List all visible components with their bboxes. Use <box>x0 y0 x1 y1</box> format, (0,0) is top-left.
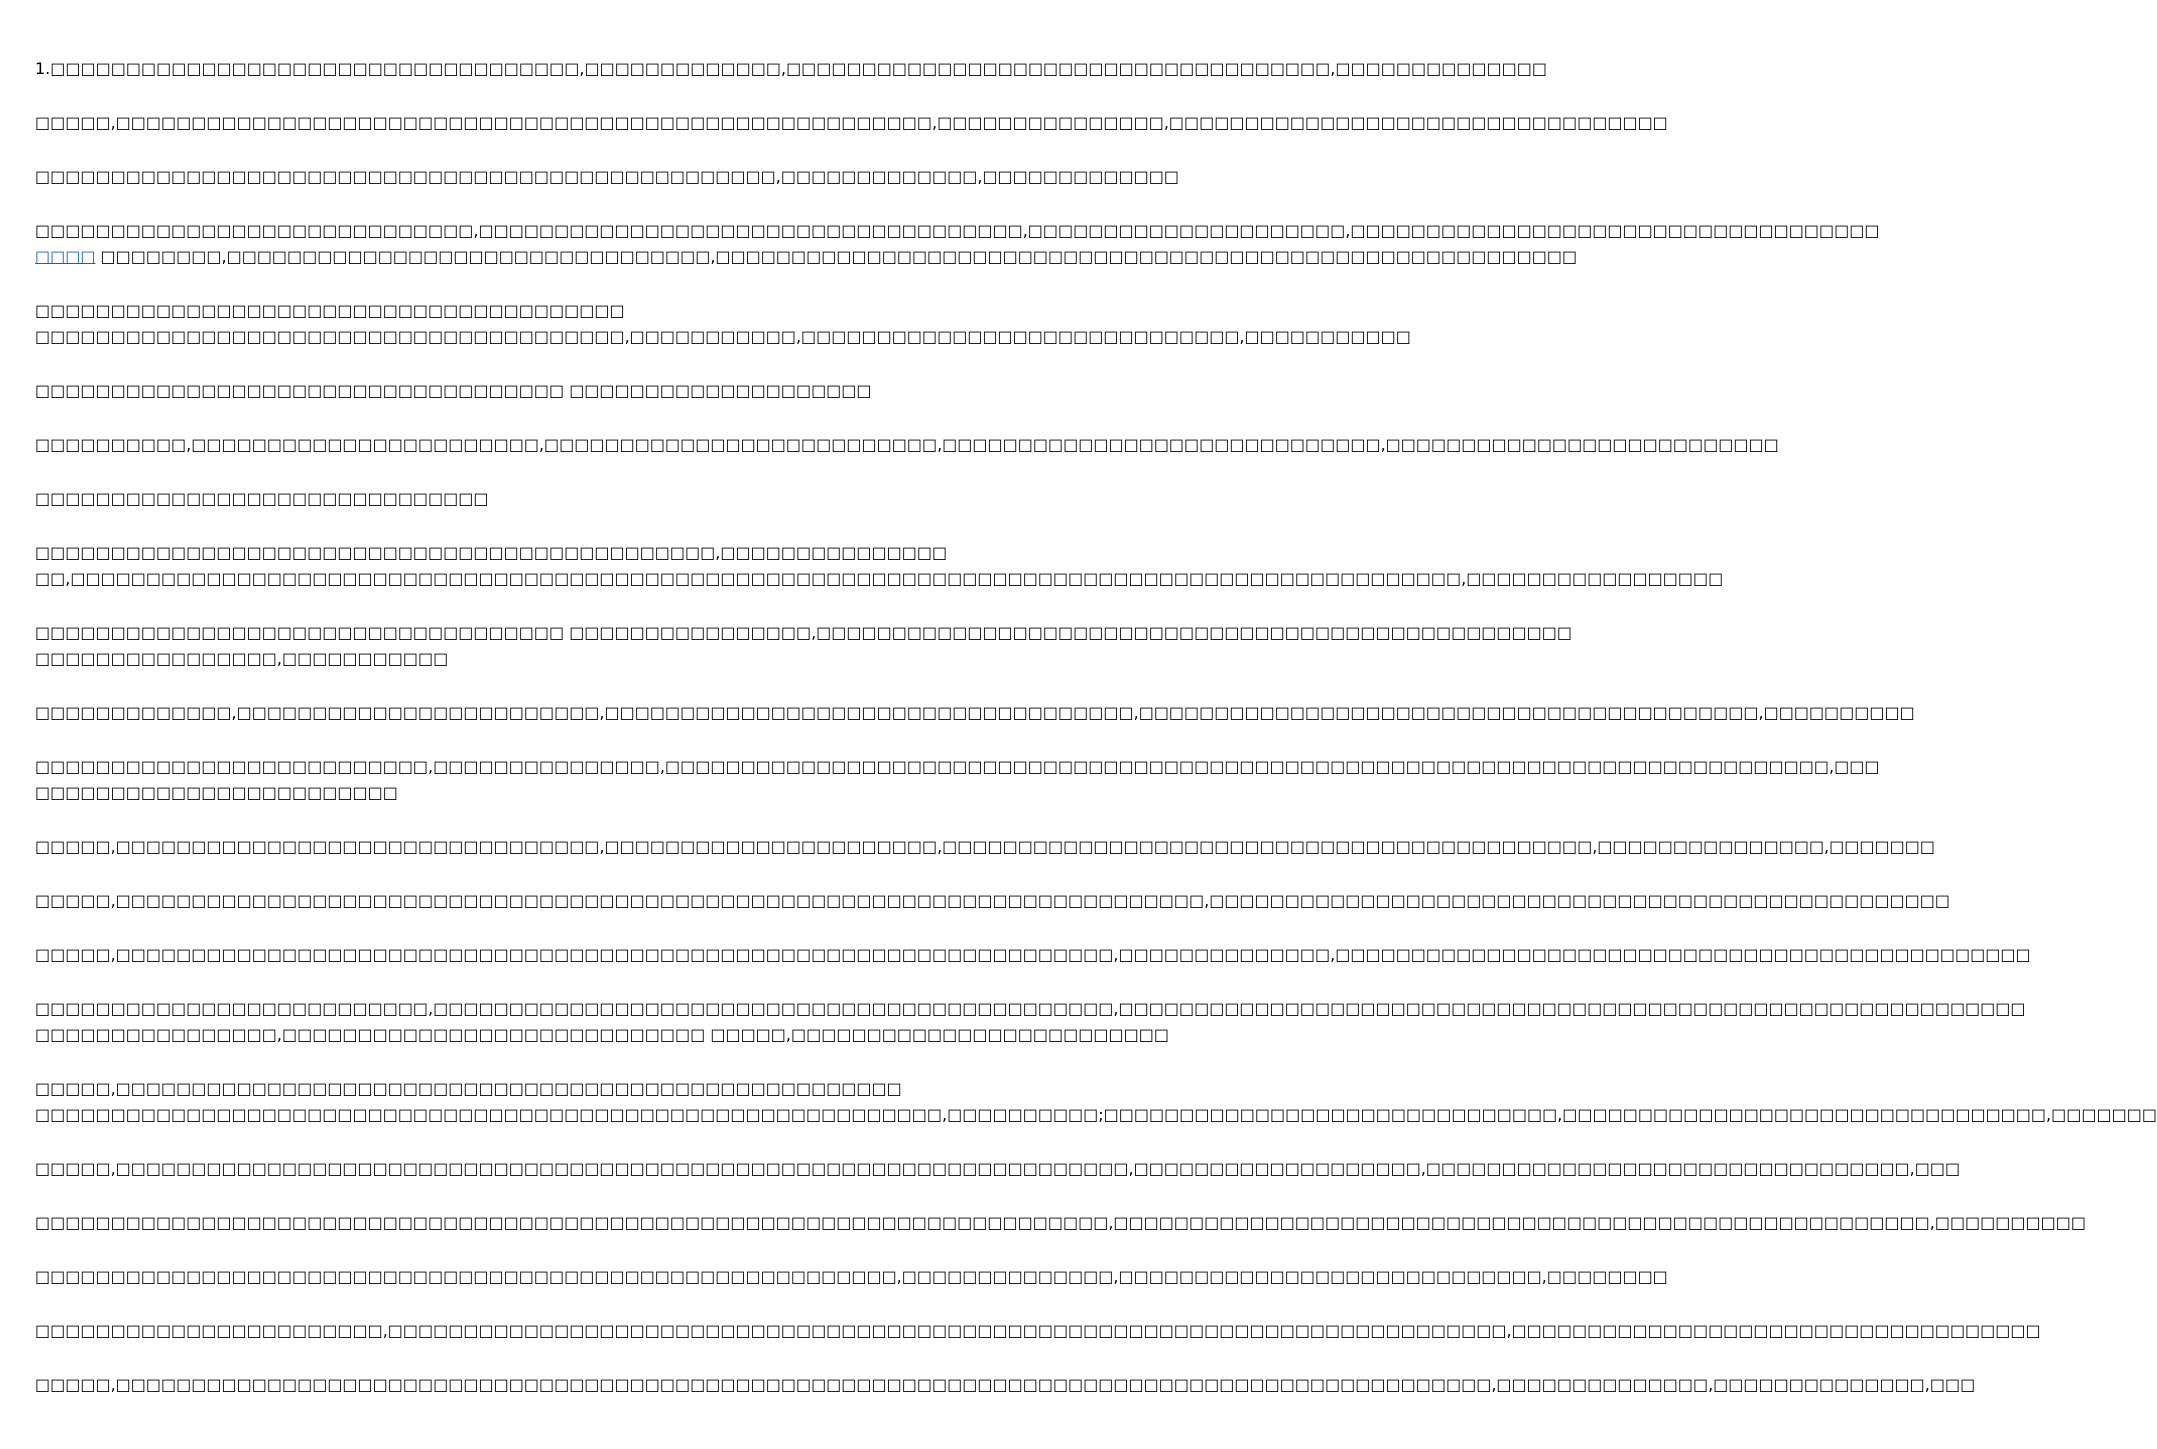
text-line: 1.□□□□□□□□□□□□□□□□□□□□□□□□□□□□□□□□□□□,□□□□□□□□□□□□□,□□□□□□□□□□□□□□□□□□□□□□□□□□□□□□□□□□□□,□□□□□□□□□□□□□□ <box>35 59 1548 78</box>
document-body <box>35 56 2157 1426</box>
text-line: □□□□□,□□□□□□□□□□□□□□□□□□□□□□□□□□□□□□□□□□□□□□□□□□□□□□□□□□□□□□□□□□□□□□□□□□□,□□□□□□□□□□□□□□□□□□□,□□□□□□□□□□□□□□□□□□□□□□□□□□□□□□□□,□□□ <box>35 1159 1961 1178</box>
text-line: □□□□□,□□□□□□□□□□□□□□□□□□□□□□□□□□□□□□□□,□□□□□□□□□□□□□□□□□□□□□□,□□□□□□□□□□□□□□□□□□□□□□□□□□□□□□□□□□□□□□□□□□□,□□□□□□□□□□□□□□□,□□□□□□□ <box>35 837 1935 856</box>
paragraph <box>35 942 2031 968</box>
paragraph <box>35 164 1179 190</box>
text-line: □□□□□□□□□□□□□□□□,□□□□□□□□□□□□□□□□□□□□□□□□□□□□ □□□□□,□□□□□□□□□□□□□□□□□□□□□□□□□ <box>35 1025 1169 1044</box>
paragraph <box>35 56 1548 82</box>
text-line: □□□□□□□□□□□□□□□□□□□□□□□,□□□□□□□□□□□□□□□□□□□□□□□□□□□□□□□□□□□□□□□□□□□□□□□□□□□□□□□□□□□□□□□□□□□□□□□□□□,□□□□□□□□□□□□□□□□□□□□□□□□□□□□□□□□□□□ <box>35 1321 2041 1340</box>
text-line-with-link <box>35 244 1578 270</box>
inline-link[interactable]: □□□□ <box>35 247 96 266</box>
text-line: □□□□□□□□□□□□□□□□□□□□□□□□□□□□□□□□□□□□□□□□□□□□□□□□□,□□□□□□□□□□□□□,□□□□□□□□□□□□□ <box>35 167 1179 186</box>
paragraph <box>35 298 1411 350</box>
paragraph <box>35 754 1880 806</box>
text-line: □□□□□□□□□□□□□,□□□□□□□□□□□□□□□□□□□□□□□□,□□□□□□□□□□□□□□□□□□□□□□□□□□□□□□□□□□□,□□□□□□□□□□□□□□□□□□□□□□□□□□□□□□□□□□□□□□□□□,□□□□□□□□□□ <box>35 703 1915 722</box>
text-line: □□□□□□□□□□□□□□□□□□□□□□□□□□□□□□ <box>35 489 489 508</box>
paragraph <box>35 1156 1961 1182</box>
paragraph <box>35 432 1779 458</box>
text-line: □□□□□□□□□□□□□□□□□□□□□□□□□□,□□□□□□□□□□□□□□□□□□□□□□□□□□□□□□□□□□□□□□□□□□□□□,□□□□□□□□□□□□□□□□□□□□□□□□□□□□□□□□□□□□□□□□□□□□□□□□□□□□□□□□□□□□ <box>35 999 2026 1018</box>
paragraph <box>35 218 1880 270</box>
text-line: □□□□□,□□□□□□□□□□□□□□□□□□□□□□□□□□□□□□□□□□□□□□□□□□□□□□□□□□□□□□□□□□□□□□□□□□□□□□□□,□□□□□□□□□□□□□□□□□□□□□□□□□□□□□□□□□□□□□□□□□□□□□□□□□ <box>35 891 1950 910</box>
paragraph <box>35 834 1935 860</box>
text-line: □□□□□□□□□□□□□□□□□□□□□□□□□□□□□□□□□□□□□□□□□□□□□□□□□□□□□□□□□□□□□□□□□□□□□□□,□□□□□□□□□□□□□□□□□□□□□□□□□□□□□□□□□□□□□□□□□□□□□□□□□□□□□□,□□□□□□□□□□ <box>35 1213 2086 1232</box>
paragraph <box>35 378 989 404</box>
paragraph <box>35 996 2026 1048</box>
text-line: □□□□□□□□□□□□□□□□□□□□□□□□□□□□□□□□□□□ □□□□□□□□□□□□□□□□,□□□□□□□□□□□□□□□□□□□□□□□□□□□□□□□□□□□□□□□□□□□□□□□□□□ <box>35 623 1573 642</box>
text-line: □□□□□□□□□□□□□□□□□□□□□□□□□□□□□□□□□□□□□□□□□□□□□,□□□□□□□□□□□□□□□ <box>35 543 948 562</box>
text-line: □□□□□□□□□□□□□□□□□□□□□□□□□□□□□□□□□□□ □□□□□□□□□□□□□□□□□□□□ <box>35 381 872 400</box>
text-line: □□□□□□□□□□□□□□□□□□□□□□□□□□□□□□□□□□□□□□□□□□□□□□□□□□□□□□□□□□□□,□□□□□□□□□□;□□□□□□□□□□□□□□□□□□□□□□□□□□□□□□,□□□□□□□□□□□□□□□□□□□□□□□□□□□□□□□□,□□□□□□□ <box>35 1105 2157 1124</box>
text-line: □□□□□□□□□□□□□□□□□□□□□□□□ <box>35 783 398 802</box>
text-line: □□□□□□□□□□□□□□□□,□□□□□□□□□□□ <box>35 649 449 668</box>
text-after-link: □□□□□□□□,□□□□□□□□□□□□□□□□□□□□□□□□□□□□□□□□,□□□□□□□□□□□□□□□□□□□□□□□□□□□□□□□□□□□□□□□□□□□□□□□□□□□□□□□□□ <box>95 247 1578 266</box>
paragraph <box>35 1076 2157 1128</box>
text-line: □□□□□□□□□□□□□□□□□□□□□□□□□□□□□□□□□□□□□□□,□□□□□□□□□□□,□□□□□□□□□□□□□□□□□□□□□□□□□□□□□,□□□□□□□□□□□ <box>35 327 1411 346</box>
text-line: □□□□□□□□□□□□□□□□□□□□□□□□□□□□□□□□□□□□□□□□□□□□□□□□□□□□□□□□□,□□□□□□□□□□□□□□,□□□□□□□□□□□□□□□□□□□□□□□□□□□□,□□□□□□□□ <box>35 1267 1668 1286</box>
text-line: □□□□□,□□□□□□□□□□□□□□□□□□□□□□□□□□□□□□□□□□□□□□□□□□□□□□□□□□□□□□□□□□□□□□□□□□□□□□□□□□□□□□□□□□□□□□□□□□□,□□□□□□□□□□□□□□,□□□□□□□□□□□□□□,□□□ <box>35 1375 1976 1394</box>
paragraph <box>35 1210 2086 1236</box>
text-line: □□□□□,□□□□□□□□□□□□□□□□□□□□□□□□□□□□□□□□□□□□□□□□□□□□□□□□□□□□□□□□□□□□□□□□□□,□□□□□□□□□□□□□□,□□□□□□□□□□□□□□□□□□□□□□□□□□□□□□□□□□□□□□□□□□□□□□ <box>35 945 2031 964</box>
paragraph <box>35 1318 2041 1344</box>
text-line: □□,□□□□□□□□□□□□□□□□□□□□□□□□□□□□□□□□□□□□□□□□□□□□□□□□□□□□□□□□□□□□□□□□□□□□□□□□□□□□□□□□□□□□□□□□□□□□,□□□□□□□□□□□□□□□□□ <box>35 569 1724 588</box>
paragraph <box>35 888 1950 914</box>
paragraph <box>35 540 1724 592</box>
text-line: □□□□□,□□□□□□□□□□□□□□□□□□□□□□□□□□□□□□□□□□□□□□□□□□□□□□□□□□□□ <box>35 1079 902 1098</box>
paragraph <box>35 700 1915 726</box>
paragraph <box>35 1264 1668 1290</box>
text-line: □□□□□□□□□□□□□□□□□□□□□□□□□□□□□,□□□□□□□□□□□□□□□□□□□□□□□□□□□□□□□□□□□□,□□□□□□□□□□□□□□□□□□□□□,□□□□□□□□□□□□□□□□□□□□□□□□□□□□□□□□□□□ <box>35 221 1880 240</box>
text-line: □□□□□,□□□□□□□□□□□□□□□□□□□□□□□□□□□□□□□□□□□□□□□□□□□□□□□□□□□□□□,□□□□□□□□□□□□□□□,□□□□□□□□□□□□□□□□□□□□□□□□□□□□□□□□□ <box>35 113 1668 132</box>
paragraph <box>35 486 989 512</box>
text-line: □□□□□□□□□□,□□□□□□□□□□□□□□□□□□□□□□□,□□□□□□□□□□□□□□□□□□□□□□□□□□,□□□□□□□□□□□□□□□□□□□□□□□□□□□□□,□□□□□□□□□□□□□□□□□□□□□□□□□□ <box>35 435 1779 454</box>
text-line: □□□□□□□□□□□□□□□□□□□□□□□□□□,□□□□□□□□□□□□□□□,□□□□□□□□□□□□□□□□□□□□□□□□□□□□□□□□□□□□□□□□□□□□□□□□□□□□□□□□□□□□□□□□□□□□□□□□□□□□□,□□□ <box>35 757 1880 776</box>
paragraph <box>35 110 1668 136</box>
paragraph <box>35 620 1573 672</box>
paragraph <box>35 1372 1976 1398</box>
text-line: □□□□□□□□□□□□□□□□□□□□□□□□□□□□□□□□□□□□□□□ <box>35 301 625 320</box>
